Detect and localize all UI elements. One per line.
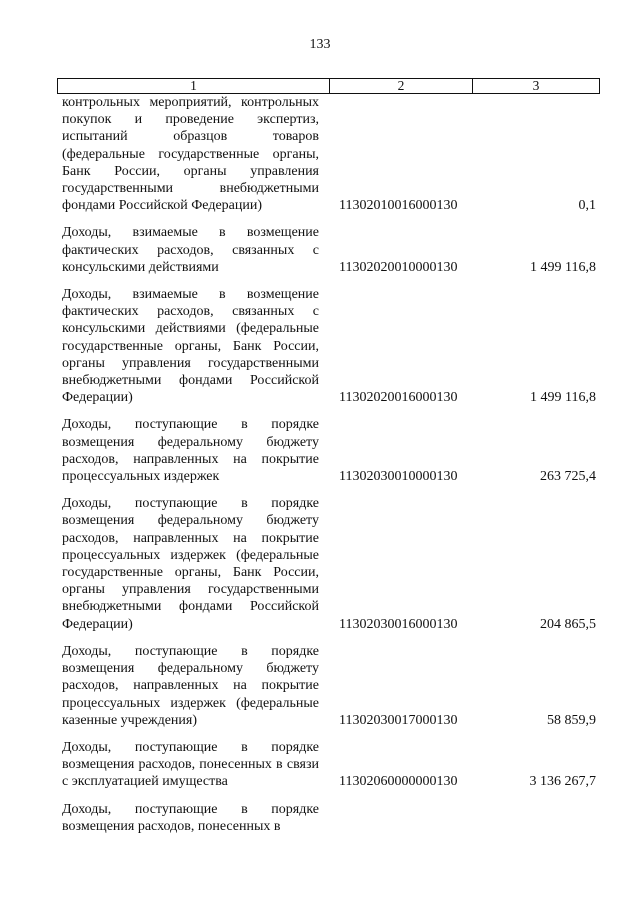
row-description: Доходы, поступающие в порядке возмещения федеральному бюджету расходов, направленных на покрытие процессуальных издержек (федеральные государственные органы, Банк России, органы управления государственными внебюджетными фондами Российской Федерации)	[62, 496, 319, 632]
row-amount: 3 136 267,7	[529, 774, 596, 790]
table-header-row	[57, 78, 600, 94]
row-code: 11302010016000130	[339, 198, 458, 214]
column-header-3: 3	[532, 78, 540, 93]
row-description: Доходы, взимаемые в возмещение фактических расходов, связанных с консульскими действиями (федеральные государственные органы, Банк России, органы управления государственными внебюджетными фондами Российской Федерации)	[62, 287, 319, 406]
table-row	[57, 643, 600, 729]
row-code: 11302030010000130	[339, 469, 458, 485]
table-row	[57, 801, 600, 835]
column-header-1: 1	[58, 79, 330, 93]
row-amount: 204 865,5	[540, 616, 596, 632]
table-row	[57, 94, 600, 214]
row-description: Доходы, поступающие в порядке возмещения расходов, понесенных в связи с эксплуатацией имущества	[62, 739, 319, 790]
table-row	[57, 224, 600, 276]
row-description: Доходы, поступающие в порядке возмещения федеральному бюджету расходов, направленных на покрытие процессуальных издержек	[62, 417, 319, 485]
row-amount: 0,1	[578, 198, 596, 214]
row-description: Доходы, взимаемые в возмещение фактических расходов, связанных с консульскими действиями	[62, 225, 319, 275]
row-code: 11302020010000130	[339, 259, 458, 275]
column-header-2: 2	[330, 79, 473, 93]
page-number: 133	[309, 37, 331, 52]
row-description: контрольных мероприятий, контрольных покупок и проведение экспертиз, испытаний образцов товаров (федеральные государственные органы, Банк России, органы управления государственными внебюджетными фондами Российской Федерации)	[62, 95, 319, 214]
row-code: 11302030016000130	[339, 616, 458, 632]
table-row	[57, 739, 600, 791]
row-amount: 58 859,9	[547, 712, 596, 728]
row-code: 11302030017000130	[339, 712, 458, 728]
row-description: Доходы, поступающие в порядке возмещения расходов, понесенных в	[62, 801, 319, 834]
table-row	[57, 416, 600, 485]
row-amount: 263 725,4	[540, 469, 596, 485]
row-amount: 1 499 116,8	[530, 259, 596, 275]
table-row	[57, 495, 600, 633]
row-code: 11302020016000130	[339, 390, 458, 406]
row-description: Доходы, поступающие в порядке возмещения федеральному бюджету расходов, направленных на покрытие процессуальных издержек (федеральные казенные учреждения)	[62, 643, 319, 728]
row-amount: 1 499 116,8	[530, 390, 596, 406]
row-code: 11302060000000130	[339, 774, 458, 790]
table-row	[57, 286, 600, 406]
table-body	[57, 94, 600, 835]
revenue-table	[57, 78, 600, 845]
